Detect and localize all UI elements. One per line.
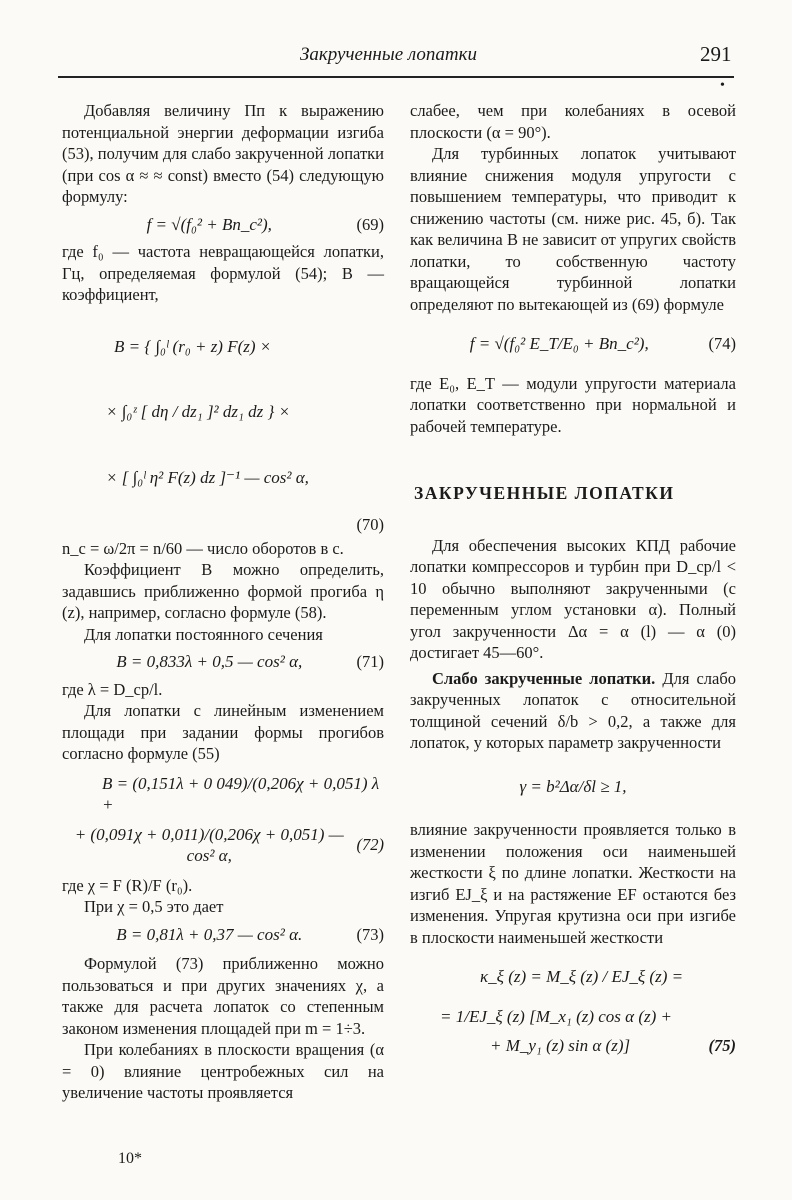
formula-body: B = 0,81λ + 0,37 — cos² α.	[116, 924, 303, 944]
formula-69	[62, 214, 384, 236]
formula-body: γ = b²Δα/δl ≥ 1,	[519, 776, 627, 796]
run-in-heading: Слабо закрученные лопатки.	[432, 668, 656, 688]
left-column	[62, 100, 384, 1104]
formula-72	[62, 773, 384, 867]
equation-number: (75)	[708, 1036, 736, 1055]
formula-73	[62, 924, 384, 946]
header-rule	[58, 76, 734, 78]
formula-line-row	[62, 824, 384, 867]
formula-line-row	[410, 1035, 736, 1057]
equation-number: (70)	[356, 515, 384, 534]
formula-body: f = √(f₀² E_T/E₀ + Bn_c²),	[469, 334, 649, 353]
formula-line: = 1/EJ_ξ (z) [M_x₁ (z) cos α (z) +	[440, 1006, 673, 1026]
paragraph: где E₀, E_T — модули упругости материала лопатки соответственно при нормальной и рабочей температуре.	[410, 373, 736, 436]
signature-mark: 10*	[118, 1150, 142, 1167]
formula-line: + M_y₁ (z) sin α (z)]	[490, 1036, 631, 1055]
paragraph: влияние закрученности проявляется только в изменении положения оси наименьшей жесткости ξ по длине лопатки. Жесткости на изгиб EJ_ξ и на растяжение EF остаются без изменения. Упругая крутизна оси при изгибе в плоскости наименьшей жесткости	[410, 820, 736, 947]
paragraph: где χ = F (R)/F (r₀).	[62, 875, 193, 895]
paragraph: При χ = 0,5 это дает	[84, 897, 224, 916]
section-heading: ЗАКРУЧЕННЫЕ ЛОПАТКИ	[414, 483, 675, 503]
formula-body: B = 0,833λ + 0,5 — cos² α,	[116, 652, 303, 671]
formula-gamma	[410, 776, 736, 798]
formula-line: B = { ∫₀ˡ (r₀ + z) F(z) ×	[114, 336, 272, 356]
paragraph: Для лопатки с линейным изменением площади при задании формы прогибов согласно формуле (55)	[62, 701, 384, 763]
paragraph: где λ = D_ср/l.	[62, 679, 163, 699]
paragraph: Для обеспечения высоких КПД рабочие лопатки компрессоров и турбин при D_ср/l < 10 обычно выполняют закрученными (с переменным углом установки α). Полный угол закрученности Δα = α (l) — α (0) достигает 45—60°.	[410, 535, 736, 662]
right-column	[410, 100, 736, 1063]
paragraph: n_c = ω/2π = n/60 — число оборотов в с.	[62, 538, 344, 558]
formula-75	[410, 966, 736, 1057]
formula-line: κ_ξ (z) = M_ξ (z) / EJ_ξ (z) =	[480, 967, 684, 986]
paragraph	[410, 668, 736, 754]
formula-70	[62, 336, 384, 489]
formula-line: + (0,091χ + 0,011)/(0,206χ + 0,051) — cos² α,	[74, 824, 344, 865]
equation-number: (69)	[356, 214, 384, 234]
paragraph: слабее, чем при колебаниях в осевой плоскости (α = 90°).	[410, 101, 736, 142]
page-number: 291	[700, 42, 732, 66]
paragraph-text: Для слабо закрученных лопаток с относительной толщиной сечений δ/b > 0,2, а также для лопаток, у которых параметр закрученности	[410, 668, 737, 752]
paragraph: Для лопатки постоянного сечения	[84, 624, 323, 644]
paragraph: Для турбинных лопаток учитывают влияние снижения модуля упругости с повышением температуры, что приводит к снижению частоты (см. ниже рис. 45, б). Так как величина B не зависит от упругих свойств лопатки, то собственную частоту вращающейся турбинной лопатки определяют по вытекающей из (69) формуле	[410, 144, 736, 314]
paragraph: Коэффициент B можно определить, задавшись приближенно формой прогиба η (z), например, согласно формуле (58).	[62, 560, 384, 622]
paragraph: При колебаниях в плоскости вращения (α = 0) влияние центробежных сил на увеличение частоты проявляется	[62, 1040, 384, 1102]
paragraph: Формулой (73) приближенно можно пользоваться и при других значениях χ, а также для расчета лопаток со степенным законом изменения площадей при m = 1÷3.	[62, 954, 384, 1038]
formula-line: × ∫₀ᶻ [ dη / dz₁ ]² dz₁ dz } ×	[106, 402, 291, 421]
running-header: Закрученные лопатки	[300, 44, 478, 65]
formula-71	[62, 651, 384, 673]
formula-body: f = √(f₀² + Bn_c²),	[146, 214, 272, 234]
paragraph: Добавляя величину Пп к выражению потенциальной энергии деформации изгиба (53), получим для слабо закрученной лопатки (при cos α ≈ ≈ const) вместо (54) следующую формулу:	[62, 101, 384, 206]
formula-74	[410, 333, 736, 355]
equation-number: (74)	[708, 334, 736, 353]
formula-line: × [ ∫₀ˡ η² F(z) dz ]⁻¹ — cos² α,	[106, 467, 309, 487]
formula-line: B = (0,151λ + 0 049)/(0,206χ + 0,051) λ +	[102, 773, 380, 814]
paragraph: где f₀ — частота невращающейся лопатки, Гц, определяемая формулой (54); B — коэффициент,	[62, 242, 384, 304]
equation-number: (73)	[356, 924, 384, 944]
speck: •	[720, 78, 725, 93]
equation-number: (71)	[356, 652, 384, 671]
equation-number: (72)	[356, 835, 384, 855]
